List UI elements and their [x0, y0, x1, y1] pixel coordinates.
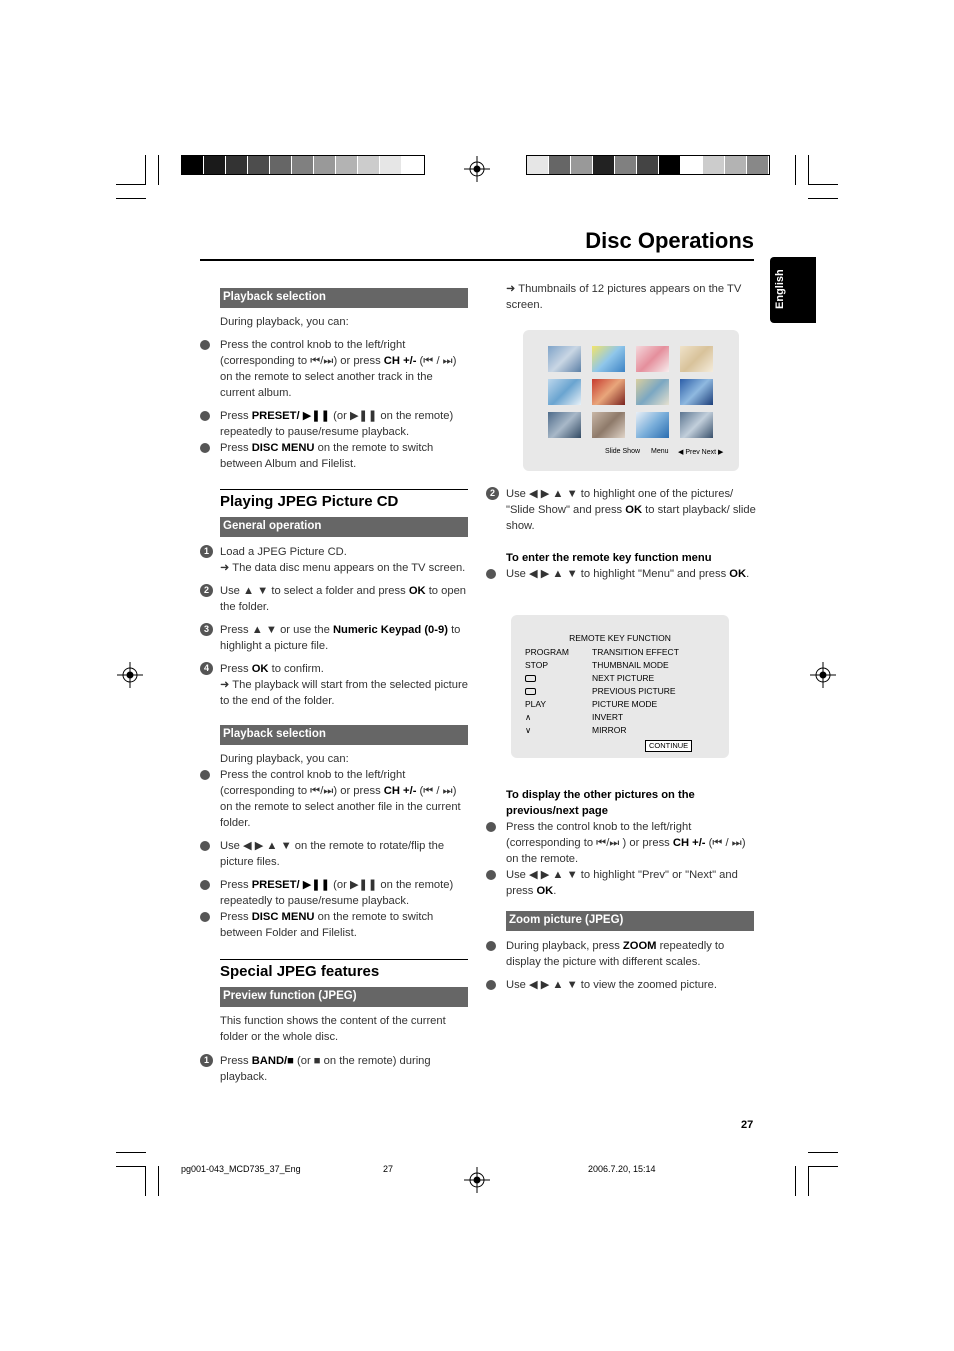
color-calibration-bar	[526, 155, 770, 175]
step-item: 4 Press OK to confirm. ➜ The playback will start from the selected picture to the end of the folder.	[200, 661, 470, 709]
list-item: Press DISC MENU on the remote to switch between Folder and Filelist.	[200, 909, 470, 941]
thumbnail-image	[680, 412, 713, 438]
slide-show-option[interactable]: Slide Show	[605, 448, 641, 455]
registration-mark-icon	[117, 662, 143, 688]
page-number: 27	[741, 1119, 754, 1131]
list-item: Press the control knob to the left/right (corresponding to ⏮/⏭) or press CH +/- (⏮ / ⏭) on the remote to select another file in the current folder.	[200, 767, 470, 831]
list-item: Press the control knob to the left/right (corresponding to ⏮/⏭) or press CH +/- (⏮ / ⏭) on the remote to select another track in the current album.	[200, 337, 470, 401]
bullet-icon	[486, 941, 496, 951]
registration-mark-icon	[464, 1167, 490, 1193]
color-calibration-bar	[181, 155, 425, 175]
bullet-icon	[200, 770, 210, 780]
registration-mark-icon	[464, 156, 490, 182]
crop-mark	[116, 198, 146, 199]
footer-filename: pg001-043_MCD735_37_Eng	[181, 1164, 301, 1174]
crop-mark	[808, 198, 838, 199]
bullet-icon	[200, 411, 210, 421]
continue-button[interactable]: CONTINUE	[645, 740, 692, 752]
thumbnail-image	[548, 379, 581, 405]
crop-mark	[158, 155, 159, 185]
bullet-icon	[486, 822, 496, 832]
bullet-icon	[200, 443, 210, 453]
bullet-icon	[486, 569, 496, 579]
thumbnail-image	[548, 412, 581, 438]
bullet-icon	[200, 340, 210, 350]
prev-next-option[interactable]: ◀ Prev Next ▶	[678, 449, 724, 456]
crop-mark	[158, 1166, 159, 1196]
right-column-mid	[486, 486, 756, 582]
footer-page: 27	[383, 1164, 394, 1174]
thumbnail-image	[592, 412, 625, 438]
intro-text: During playback, you can:	[220, 753, 349, 765]
bullet-icon	[200, 880, 210, 890]
step-number: 2	[486, 487, 499, 500]
page-title: Disc Operations	[585, 228, 754, 253]
subheading-other-pictures: To display the other pictures on the previous/next page	[506, 789, 695, 817]
step-number: 2	[200, 584, 213, 597]
next-key-icon	[525, 673, 536, 683]
crop-mark	[808, 155, 809, 185]
section-heading-jpeg: Playing JPEG Picture CD	[220, 489, 468, 512]
intro-text: This function shows the content of the current folder or the whole disc.	[220, 1015, 446, 1043]
step-item: 2 Use ▲ ▼ to select a folder and press OK to open the folder.	[200, 583, 470, 615]
crop-mark	[795, 155, 796, 185]
step-number: 1	[200, 545, 213, 558]
thumbnail-image	[548, 346, 581, 372]
section-bar-general-operation: General operation	[220, 517, 468, 537]
list-item: Press PRESET/ ▶❚❚ (or ▶❚❚ on the remote) repeatedly to pause/resume playback.	[200, 877, 470, 909]
list-item: Press the control knob to the left/right (corresponding to ⏮/⏭ ) or press CH +/- (⏮ / ⏭) on the remote.	[486, 819, 756, 867]
list-item: Use ◀ ▶ ▲ ▼ to highlight "Prev" or "Next" and press OK.	[486, 867, 756, 899]
intro-text: During playback, you can:	[220, 316, 349, 328]
crop-mark	[116, 1166, 146, 1167]
panel-title: REMOTE KEY FUNCTION	[569, 633, 671, 643]
step-item: 2 Use ◀ ▶ ▲ ▼ to highlight one of the pictures/ "Slide Show" and press OK to start playback/ slide show.	[486, 486, 756, 534]
crop-mark	[808, 1166, 809, 1196]
thumbnail-image	[592, 346, 625, 372]
bullet-icon	[200, 841, 210, 851]
remote-key-function-panel: REMOTE KEY FUNCTION PROGRAM TRANSITION EFFECT STOP THUMBNAIL MODE NEXT PICTURE PREVIOUS PICTURE PLAY PICTURE MODE ∧ INVERT ∨ MIRROR CONTINUE	[511, 615, 729, 758]
section-heading-special-jpeg: Special JPEG features	[220, 959, 468, 982]
section-bar-playback-selection: Playback selection	[220, 288, 468, 308]
list-item: During playback, press ZOOM repeatedly to display the picture with different scales.	[486, 938, 756, 970]
section-bar-preview-function: Preview function (JPEG)	[220, 987, 468, 1007]
left-column	[200, 288, 470, 1085]
step-number: 3	[200, 623, 213, 636]
crop-mark	[808, 1166, 838, 1167]
language-tab	[770, 257, 816, 323]
bullet-icon	[200, 912, 210, 922]
bullet-icon	[486, 980, 496, 990]
menu-option[interactable]: Menu	[651, 448, 669, 455]
section-bar-zoom-picture: Zoom picture (JPEG)	[506, 911, 754, 931]
crop-mark	[116, 1152, 146, 1153]
thumbnail-image	[680, 346, 713, 372]
title-rule	[200, 259, 754, 261]
step-item: 3 Press ▲ ▼ or use the Numeric Keypad (0-9) to highlight a picture file.	[200, 622, 470, 654]
crop-mark	[116, 184, 146, 185]
prev-key-icon	[525, 686, 536, 696]
list-item: Use ◀ ▶ ▲ ▼ on the remote to rotate/flip the picture files.	[200, 838, 470, 870]
thumbnail-image	[636, 346, 669, 372]
step-item: 1 Press BAND/■ (or ■ on the remote) during playback.	[200, 1053, 470, 1085]
thumbnail-image	[680, 379, 713, 405]
crop-mark	[145, 155, 146, 185]
crop-mark	[795, 1166, 796, 1196]
crop-mark	[145, 1166, 146, 1196]
list-item: Use ◀ ▶ ▲ ▼ to highlight "Menu" and press OK.	[486, 566, 756, 582]
thumbnail-image	[592, 379, 625, 405]
thumbnail-screen	[523, 330, 739, 471]
language-label: English	[774, 269, 786, 309]
section-bar-playback-selection: Playback selection	[220, 725, 468, 745]
crop-mark	[808, 1152, 838, 1153]
registration-mark-icon	[810, 662, 836, 688]
thumbnail-note: ➜ Thumbnails of 12 pictures appears on the TV screen.	[506, 283, 742, 311]
thumbnail-image	[636, 379, 669, 405]
crop-mark	[808, 184, 838, 185]
right-column-bottom	[486, 787, 756, 993]
step-number: 4	[200, 662, 213, 675]
subheading-remote-key: To enter the remote key function menu	[506, 552, 712, 564]
bullet-icon	[486, 870, 496, 880]
list-item: Press DISC MENU on the remote to switch between Album and Filelist.	[200, 440, 470, 472]
step-item: 1 Load a JPEG Picture CD. ➜ The data disc menu appears on the TV screen.	[200, 544, 470, 576]
list-item: Use ◀ ▶ ▲ ▼ to view the zoomed picture.	[486, 977, 756, 993]
list-item: Press PRESET/ ▶❚❚ (or ▶❚❚ on the remote) repeatedly to pause/resume playback.	[200, 408, 470, 440]
footer-date: 2006.7.20, 15:14	[588, 1164, 656, 1174]
step-number: 1	[200, 1054, 213, 1067]
thumbnail-image	[636, 412, 669, 438]
